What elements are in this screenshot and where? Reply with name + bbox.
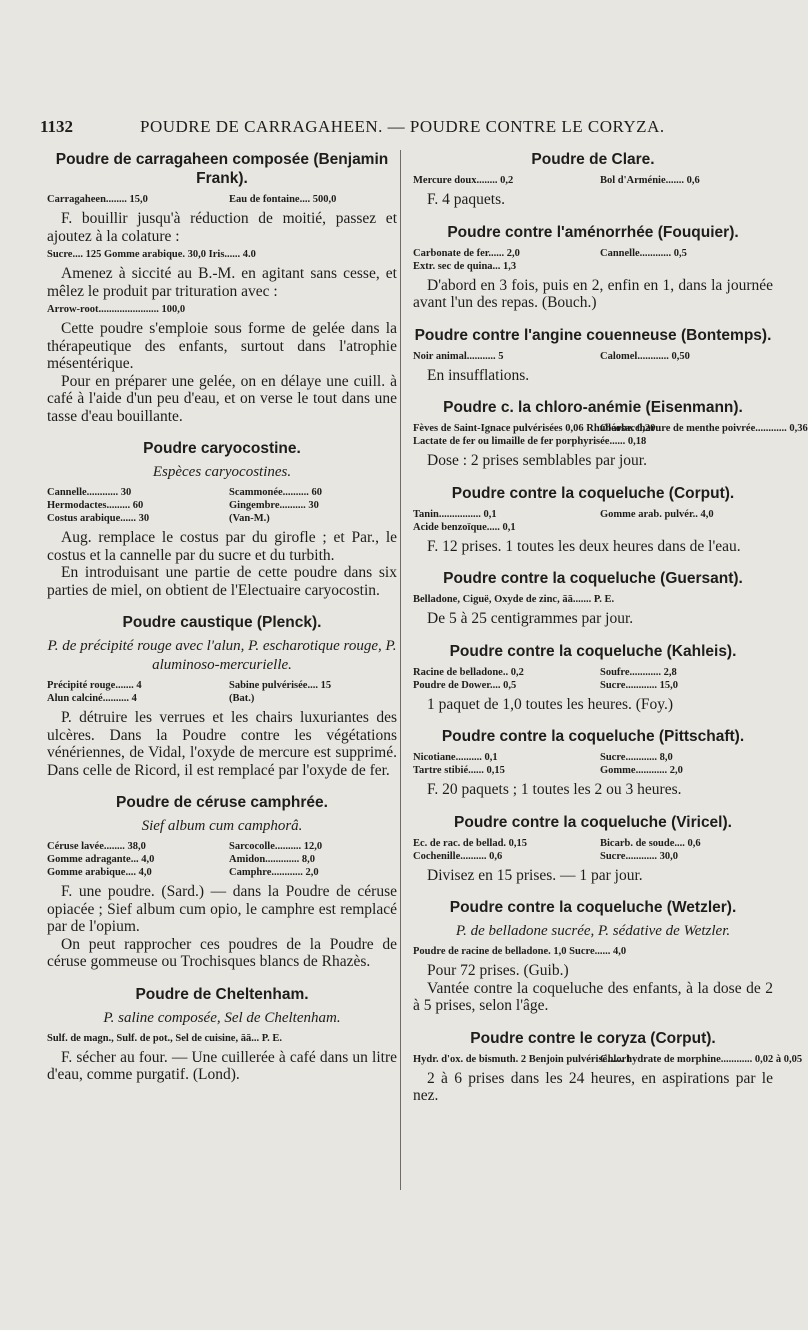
recipe-line: Gomme arabique.... 4,0 <box>47 867 152 878</box>
paragraph: P. détruire les verrues et les chairs luxuriantes des ulcères. Dans la Poudre contre les végétations vénériennes, de Vidal, l'oxyde de mercure est supprimé. Dans celle de Ricord, il est remplacé par l'oxyde de fer. <box>47 709 397 779</box>
recipe-line: Soufre............ 2,8 <box>600 666 677 678</box>
recipe-line: Sucre.... 125 Gomme arabique. 30,0 Iris...... 4.0 <box>47 249 256 260</box>
recipe-line: Amidon............. 8,0 <box>229 854 316 865</box>
section <box>413 569 773 628</box>
recipe-line: Fèves de Saint-Ignace pulvérisées 0,06 Rhubarbe. 0,20 <box>413 423 656 434</box>
recipe-line: Tartre stibié...... 0,15 <box>413 765 505 776</box>
recipe-line: Carbonate de fer...... 2,0 <box>413 247 520 259</box>
section <box>413 1029 803 1105</box>
recipe <box>413 350 773 363</box>
section-title: Poudre contre le coryza (Corput). <box>470 1029 716 1047</box>
recipe <box>413 945 773 958</box>
section-title: Poudre caustique (Plenck). <box>122 614 322 631</box>
section-subtitle: P. de belladone sucrée, P. sédative de Wetzler. <box>455 923 731 939</box>
recipe-line: Nicotiane.......... 0,1 <box>413 752 498 763</box>
recipe-line: Poudre de Dower.... 0,5 <box>413 679 517 691</box>
paragraph: Divisez en 15 prises. — 1 par jour. <box>427 866 643 884</box>
paragraph: De 5 à 25 centigrammes par jour. <box>427 610 634 627</box>
recipe-line: Cannelle............ 30 <box>47 487 132 498</box>
section-subtitle: P. de précipité rouge avec l'alun, P. escharotique rouge, P. aluminoso-mercurielle. <box>47 638 397 673</box>
recipe-line: Hermodactes......... 60 <box>47 500 144 511</box>
recipe-line: Belladone, Ciguë, Oxyde de zinc, āā....... P. E. <box>413 594 615 605</box>
recipe-line: Gomme arab. pulvér.. 4,0 <box>600 508 714 520</box>
recipe-line: Sulf. de magn., Sulf. de pot., Sel de cuisine, āā... P. E. <box>47 1032 283 1044</box>
recipe <box>413 593 773 606</box>
recipe-line: Racine de belladone.. 0,2 <box>413 666 524 678</box>
recipe <box>413 666 773 692</box>
section <box>413 727 773 799</box>
recipe-line: Sucre............ 15,0 <box>600 679 678 691</box>
recipe <box>413 1053 803 1066</box>
section-subtitle: P. saline composée, Sel de Cheltenham. <box>103 1009 341 1026</box>
recipe-line: Sucre............ 8,0 <box>600 752 673 763</box>
section-title: Poudre caryocostine. <box>143 440 301 457</box>
recipe-line: (Bat.) <box>229 693 255 704</box>
paragraph: On peut rapprocher ces poudres de la Poudre de céruse gommeuse ou Trochisques blancs de Rhazès. <box>47 935 397 970</box>
recipe <box>413 751 773 777</box>
running-header <box>40 117 780 141</box>
page-number: 1132 <box>40 117 74 136</box>
section-title: Poudre contre la coqueluche (Guersant). <box>443 570 743 587</box>
section <box>413 898 773 1015</box>
left-column <box>47 150 397 1098</box>
section-subtitle: Espèces caryocostines. <box>152 464 292 480</box>
recipe-line: Costus arabique...... 30 <box>47 513 150 524</box>
recipe <box>413 174 773 187</box>
paragraph: F. bouillir jusqu'à réduction de moitié, passez et ajoutez à la colature : <box>47 210 397 245</box>
section <box>413 642 773 714</box>
paragraph: Aug. remplace le costus par du girofle ; et Par., le costus et la cannelle par du sucre et du turbith. <box>47 529 397 564</box>
recipe-line: Camphre............ 2,0 <box>229 867 319 878</box>
recipe <box>47 303 397 316</box>
section-title: Poudre de céruse camphrée. <box>116 794 328 811</box>
section <box>47 985 397 1084</box>
recipe-line: Extr. sec de quina... 1,3 <box>413 260 517 272</box>
section <box>413 398 808 470</box>
paragraph: 2 à 6 prises dans les 24 heures, en aspirations par le nez. <box>413 1069 773 1104</box>
section <box>413 326 773 385</box>
recipe-line: Bol d'Arménie....... 0,6 <box>600 175 700 186</box>
paragraph: Pour 72 prises. (Guib.) <box>427 962 569 979</box>
paragraph: F. une poudre. (Sard.) — dans la Poudre de céruse opiacée ; Sief album cum opio, le camphre est remplacé par de l'opium. <box>47 883 397 935</box>
section-title: Poudre de Cheltenham. <box>135 985 309 1003</box>
paragraph: F. 12 prises. 1 toutes les deux heures dans de l'eau. <box>427 537 741 555</box>
recipe-line: Arrow-root....................... 100,0 <box>47 304 186 315</box>
recipe-line: Chlorhydrate de morphine............ 0,02 à 0,05 <box>600 1053 803 1065</box>
section-title: Poudre contre la coqueluche (Pittschaft). <box>441 728 745 745</box>
recipe-line: Ec. de rac. de bellad. 0,15 <box>413 837 528 849</box>
recipe <box>413 837 773 863</box>
recipe-line: Alun calciné.......... 4 <box>47 693 137 704</box>
paragraph: Dose : 2 prises semblables par jour. <box>427 452 647 469</box>
recipe <box>413 247 773 273</box>
section-title: Poudre contre l'angine couenneuse (Bontemps). <box>414 326 772 344</box>
section <box>413 223 773 312</box>
recipe <box>47 840 397 879</box>
paragraph: F. 20 paquets ; 1 toutes les 2 ou 3 heures. <box>427 781 682 798</box>
recipe-line: Poudre de racine de belladone. 1,0 Sucre...... 4,0 <box>413 946 627 957</box>
recipe <box>47 193 397 206</box>
recipe-line: Lactate de fer ou limaille de fer porphyrisée...... 0,18 <box>413 436 647 447</box>
recipe-line: Eau de fontaine.... 500,0 <box>229 194 337 205</box>
section <box>47 793 397 971</box>
recipe-line: Sabine pulvérisée.... 15 <box>229 680 332 691</box>
recipe-line: Gingembre.......... 30 <box>229 500 319 511</box>
recipe-line: Cochenille.......... 0,6 <box>413 850 503 862</box>
recipe-line: Carragaheen........ 15,0 <box>47 194 148 205</box>
recipe-line: Céruse lavée........ 38,0 <box>47 841 146 852</box>
section <box>413 484 773 556</box>
paragraph: 1 paquet de 1,0 toutes les heures. (Foy.) <box>427 695 674 713</box>
right-column <box>413 150 808 1119</box>
section-title: Poudre contre la coqueluche (Kahleis). <box>449 642 737 660</box>
section <box>413 150 773 209</box>
recipe-line: Oléosaccharure de menthe poivrée............ 0,36 <box>600 423 808 434</box>
recipe-line: Sarcocolle.......... 12,0 <box>229 841 323 852</box>
section-title: Poudre de carragaheen composée (Benjamin Frank). <box>55 151 389 187</box>
paragraph: Cette poudre s'emploie sous forme de gelée dans la thérapeutique des enfants, surtout dans l'atrophie mésentérique. <box>47 320 397 372</box>
section <box>47 150 397 425</box>
section <box>47 439 397 599</box>
paragraph: En introduisant une partie de cette poudre dans six parties de miel, on obtient de l'Electuaire caryocostin. <box>47 564 397 599</box>
paragraph: Pour en préparer une gelée, on en délaye une cuill. à café à l'aide d'un peu d'eau, et on verse le tout dans une tasse d'eau bouillante. <box>47 372 397 425</box>
section <box>47 613 397 779</box>
section-title: Poudre contre la coqueluche (Corput). <box>451 484 735 502</box>
recipe-line: Sucre............ 30,0 <box>600 850 678 862</box>
section-title: Poudre c. la chloro-anémie (Eisenmann). <box>443 399 743 416</box>
recipe-line: Mercure doux........ 0,2 <box>413 175 514 186</box>
paragraph: En insufflations. <box>427 366 530 384</box>
section-title: Poudre contre la coqueluche (Viricel). <box>454 813 732 831</box>
recipe <box>47 1032 397 1045</box>
recipe-line: Hydr. d'ox. de bismuth. 2 Benjoin pulvérisé...... 1 <box>413 1053 631 1065</box>
recipe-line: Calomel............ 0,50 <box>600 350 690 362</box>
column-divider <box>400 150 401 1190</box>
recipe-line: Acide benzoïque..... 0,1 <box>413 521 516 533</box>
paragraph: F. 4 paquets. <box>427 191 505 208</box>
paragraph: Vantée contre la coqueluche des enfants, à la dose de 2 à 5 prises, selon l'âge. <box>413 979 773 1014</box>
recipe <box>413 422 808 448</box>
paragraph: F. sécher au four. — Une cuillerée à café dans un litre d'eau, comme purgatif. (Lond). <box>47 1048 397 1083</box>
recipe-line: Gomme adragante... 4,0 <box>47 854 155 865</box>
recipe-line: Scammonée.......... 60 <box>229 487 323 498</box>
recipe-line: Noir animal........... 5 <box>413 350 504 362</box>
paragraph: Amenez à siccité au B.-M. en agitant sans cesse, et mêlez le produit par trituration avec : <box>47 265 397 300</box>
section-subtitle: Sief album cum camphorâ. <box>141 818 303 834</box>
section-title: Poudre contre l'aménorrhée (Fouquier). <box>447 223 739 241</box>
section-title: Poudre de Clare. <box>531 151 655 168</box>
recipe-line: Précipité rouge....... 4 <box>47 680 142 691</box>
recipe <box>413 508 773 534</box>
recipe <box>47 486 397 525</box>
paragraph: D'abord en 3 fois, puis en 2, enfin en 1, dans la journée avant l'un des repas. (Bouch.) <box>413 276 773 311</box>
recipe-line: Gomme............ 2,0 <box>600 765 683 776</box>
recipe-line: Cannelle............ 0,5 <box>600 247 687 259</box>
recipe <box>47 679 397 705</box>
recipe-line: Tanin................ 0,1 <box>413 508 497 520</box>
section <box>413 813 773 885</box>
running-title: POUDRE DE CARRAGAHEEN. — POUDRE CONTRE LE CORYZA. <box>140 117 665 136</box>
section-title: Poudre contre la coqueluche (Wetzler). <box>449 899 737 916</box>
recipe <box>47 248 397 261</box>
recipe-line: (Van-M.) <box>229 513 270 524</box>
recipe-line: Bicarb. de soude.... 0,6 <box>600 837 701 849</box>
